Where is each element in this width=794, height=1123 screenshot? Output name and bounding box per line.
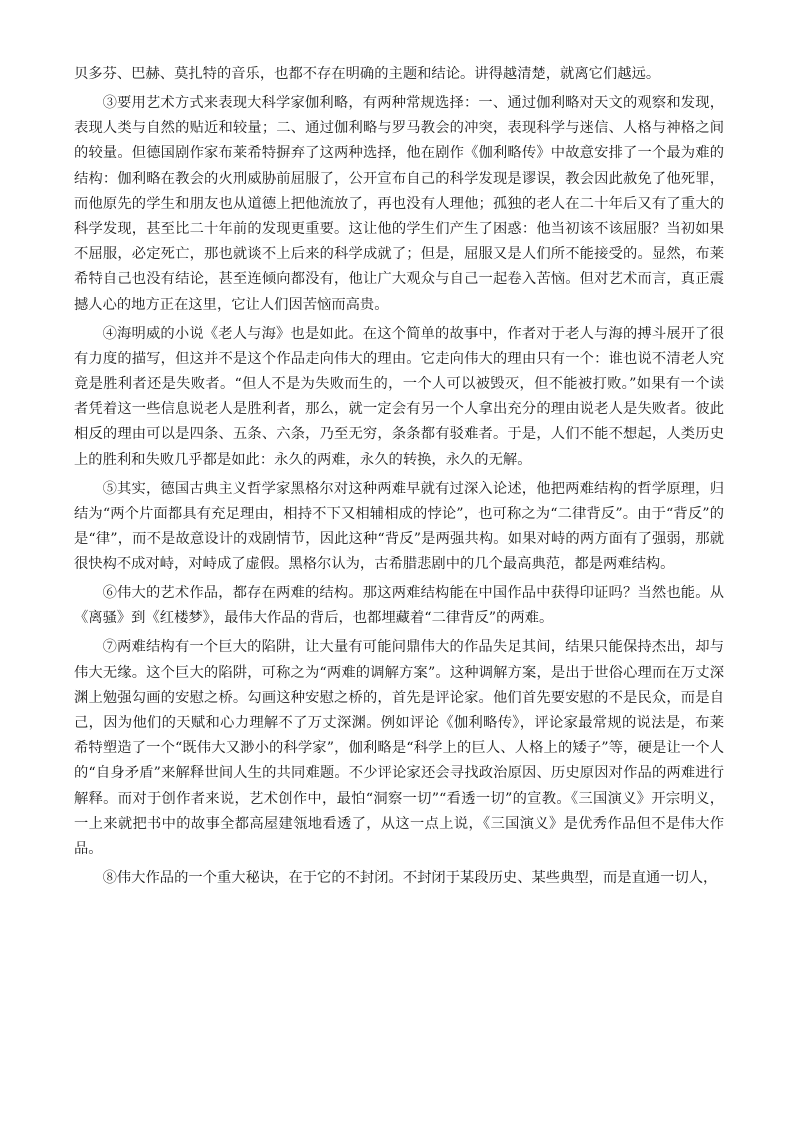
paragraph-8: ⑧伟大作品的一个重大秘诀，在于它的不封闭。不封闭于某段历史、某些典型，而是直通一切人， — [102, 870, 718, 887]
article-body — [74, 62, 724, 895]
paragraph-3: ③要用艺术方式来表现大科学家伽利略，有两种常规选择：一、通过伽利略对天文的观察和发现，表现人类与自然的贴近和较量；二、通过伽利略与罗马教会的冲突，表现科学与迷信、人格与神格之间的较量。但德国剧作家布莱希特摒弃了这两种选择，他在剧作《伽利略传》中故意安排了一个最为难的结构：伽利略在教会的火刑威胁前屈服了，公开宣布自己的科学发现是谬误，教会因此赦免了他死罪，而他原先的学生和朋友也从道德上把他流放了，再也没有人理他；孤独的老人在二十年后又有了重大的科学发现，甚至比二十年前的发现更重要。这让他的学生们产生了困惑：他当初该不该屈服？当初如果不屈服，必定死亡，那也就谈不上后来的科学成就了；但是，屈服又是人们所不能接受的。显然，布莱希特自己也没有结论，甚至连倾向都没有，他让广大观众与自己一起卷入苦恼。但对艺术而言，真正震撼人心的地方正在这里，它让人们因苦恼而高贵。 — [74, 95, 724, 313]
paragraph-4: ④海明威的小说《老人与海》也是如此。在这个简单的故事中，作者对于老人与海的搏斗展开了很有力度的描写，但这并不是这个作品走向伟大的理由。它走向伟大的理由只有一个：谁也说不清老人究竟是胜利者还是失败者。“但人不是为失败而生的，一个人可以被毁灭，但不能被打败。”如果有一个读者凭着这一些信息说老人是胜利者，那么，就一定会有另一个人拿出充分的理由说老人是失败者。彼此相反的理由可以是四条、五条、六条，乃至无穷，条条都有驳难者。于是，人们不能不想起，人类历史上的胜利和失败几乎都是如此：永久的两难，永久的转换，永久的无解。 — [74, 325, 724, 468]
paragraph-5: ⑤其实，德国古典主义哲学家黑格尔对这种两难早就有过深入论述，他把两难结构的哲学原理，归结为“两个片面都具有充足理由，相持不下又相辅相成的悖论”，也可称之为“二律背反”。由于“背反”的是“律”，而不是故意设计的戏剧情节，因此这种“背反”是两强共构。如果对峙的两方面有了强弱，那就很快构不成对峙，对峙成了虚假。黑格尔认为，古希腊悲剧中的几个最高典范，都是两难结构。 — [74, 480, 724, 573]
paragraph-7: ⑦两难结构有一个巨大的陷阱，让大量有可能问鼎伟大的作品失足其间，结果只能保持杰出，却与伟大无缘。这个巨大的陷阱，可称之为“两难的调解方案”。这种调解方案，是出于世俗心理而在万丈深渊上勉强勾画的安慰之桥。勾画这种安慰之桥的，首先是评论家。他们首先要安慰的不是民众，而是自己，因为他们的天赋和心力理解不了万丈深渊。例如评论《伽利略传》，评论家最常规的说法是，布莱希特塑造了一个“既伟大又渺小的科学家”，伽利略是“科学上的巨人、人格上的矮子”等，硬是让一个人的“自身矛盾”来解释世间人生的共同难题。不少评论家还会寻找政治原因、历史原因对作品的两难进行解释。而对于创作者来说，艺术创作中，最怕“洞察一切”“看透一切”的宣教。《三国演义》开宗明义，一上来就把书中的故事全都高屋建瓴地看透了，从这一点上说，《三国演义》是优秀作品但不是伟大作品。 — [74, 639, 724, 858]
paragraph-6: ⑥伟大的艺术作品，都存在两难的结构。那这两难结构能在中国作品中获得印证吗？当然也能。从《离骚》到《红楼梦》，最伟大作品的背后，也都埋藏着“二律背反”的两难。 — [74, 585, 724, 627]
paragraph-continuation: 贝多芬、巴赫、莫扎特的音乐，也都不存在明确的主题和结论。讲得越清楚，就离它们越远。 — [74, 66, 661, 82]
